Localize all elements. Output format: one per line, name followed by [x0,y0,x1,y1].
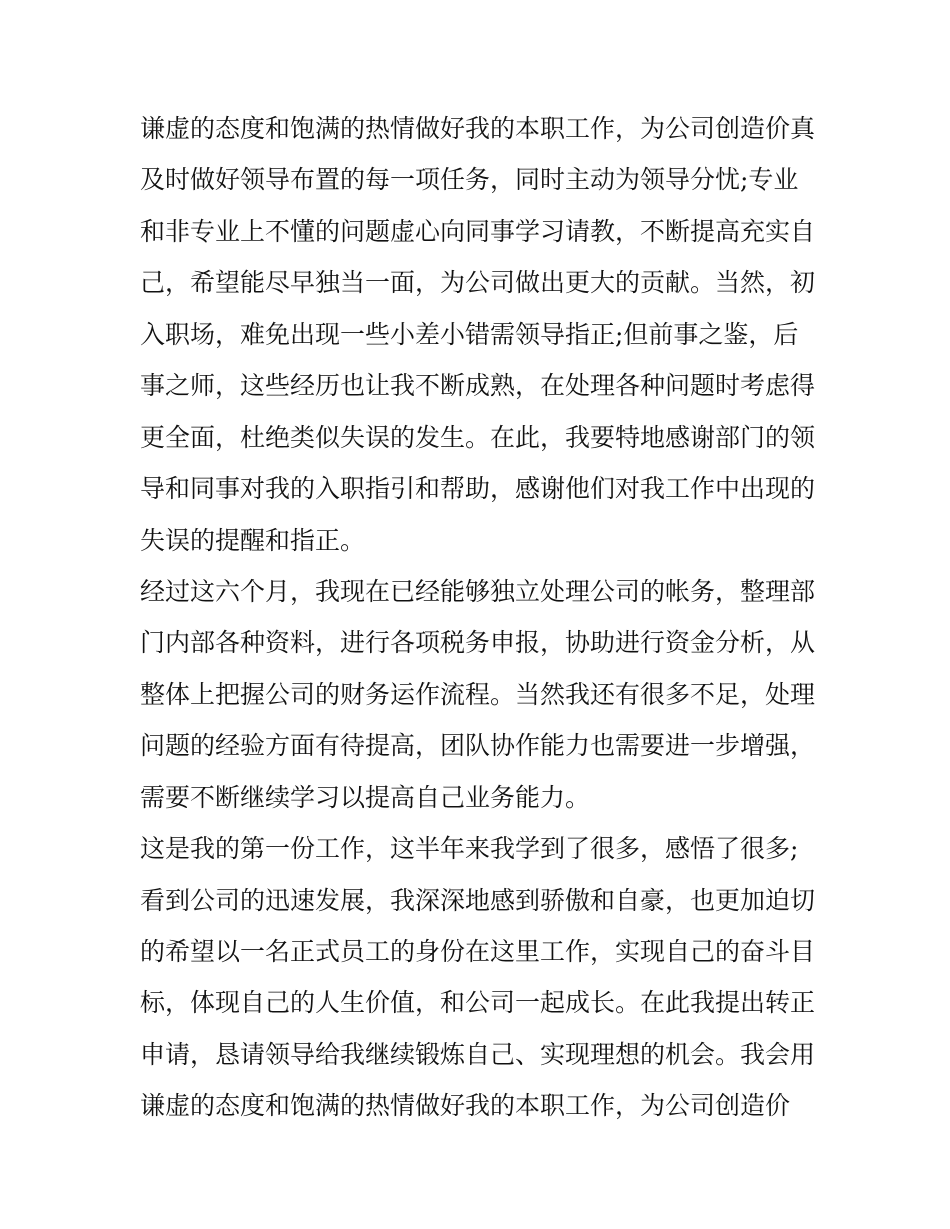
text-line: 这是我的第一份工作，这半年来我学到了很多，感悟了很多; [140,834,799,864]
text-line: 更全面，杜绝类似失误的发生。在此，我要特地感谢部门的领 [140,422,816,452]
document-body [140,103,830,1132]
text-line: 整体上把握公司的财务运作流程。当然我还有很多不足，处理 [140,679,816,709]
text-line: 谦虚的态度和饱满的热情做好我的本职工作，为公司创造价 [140,1091,791,1121]
text-line: 和非专业上不懂的问题虚心向同事学习请教，不断提高充实自 [140,216,816,246]
text-line: 门内部各种资料，进行各项税务申报，协助进行资金分析，从 [140,628,816,658]
text-line: 问题的经验方面有待提高，团队协作能力也需要进一步增强， [140,731,816,761]
text-line: 事之师，这些经历也让我不断成熟，在处理各种问题时考虑得 [140,371,816,401]
text-line: 失误的提醒和指正。 [140,525,366,555]
text-line: 及时做好领导布置的每一项任务，同时主动为领导分忧;专业 [140,165,799,195]
text-line: 标，体现自己的人生价值，和公司一起成长。在此我提出转正 [140,988,816,1018]
text-line: 看到公司的迅速发展，我深深地感到骄傲和自豪，也更加迫切 [140,885,816,915]
text-line: 经过这六个月，我现在已经能够独立处理公司的帐务，整理部 [140,576,816,606]
text-line: 需要不断继续学习以提高自己业务能力。 [140,782,591,812]
text-line: 申请，恳请领导给我继续锻炼自己、实现理想的机会。我会用 [140,1039,816,1069]
text-line: 的希望以一名正式员工的身份在这里工作，实现自己的奋斗目 [140,937,816,966]
text-line: 入职场，难免出现一些小差小错需领导指正;但前事之鉴，后 [140,319,799,349]
text-line: 导和同事对我的入职指引和帮助，感谢他们对我工作中出现的 [140,474,816,504]
text-line: 谦虚的态度和饱满的热情做好我的本职工作，为公司创造价真 [140,114,816,143]
text-line: 己，希望能尽早独当一面，为公司做出更大的贡献。当然，初 [140,268,816,298]
